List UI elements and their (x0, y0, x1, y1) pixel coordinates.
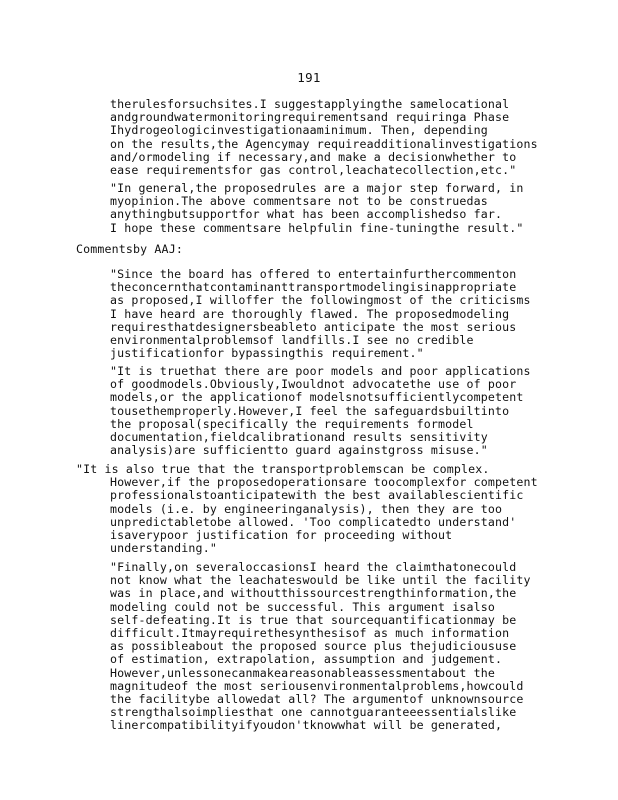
text-line: "It is also true that the transportproblemscan be complex. (76, 462, 490, 476)
text-line: I have heard are thoroughly flawed. The proposedmodeling (110, 306, 510, 321)
text-line: strengthalsoimpliesthat one cannotguaranteeessentialslike (110, 705, 517, 720)
text-line: understanding." (110, 541, 217, 556)
text-line: of estimation, extrapolation, assumption and judgement. (110, 652, 503, 667)
text-line: anythingbutsupportfor what has been accomplishedso far. (110, 207, 503, 222)
text-line: "Since the board has offered to entertainfurthercommenton (110, 267, 517, 281)
text-line: difficult.Itmayrequirethesynthesisof as much information (110, 626, 510, 641)
paragraph-3 (110, 268, 531, 360)
text-line: the proposal(specifically the requirements formodel (110, 416, 474, 431)
paragraph-5 (76, 463, 538, 555)
text-line: therulesforsuchsites.I suggestapplyingthe samelocational (110, 97, 510, 111)
text-line: of goodmodels.Obviously,Iwouldnot advocatethe use of poor (110, 377, 517, 392)
text-line: models (i.e. by engineeringanalysis), then they are too (110, 501, 503, 516)
text-line: isaverypoor justification for proceeding without (110, 528, 453, 543)
text-line: was in place,and withoutthissourcestrengthinformation,the (110, 586, 517, 601)
text-line: However,unlessonecanmakeareasonableassessmentabout the (110, 665, 496, 680)
paragraph-1 (110, 98, 538, 177)
text-line: theconcernthatcontaminanttransportmodelingisinappropriate (110, 280, 517, 295)
paragraph-2 (110, 182, 524, 235)
text-line: tousethemproperly.However,I feel the safeguardsbuiltinto (110, 403, 510, 418)
text-line: andgroundwatermonitoringrequirementsand requiringa Phase (110, 110, 510, 125)
text-line: analysis)are sufficientto guard againstgross misuse." (110, 443, 488, 458)
text-line: Ihydrogeologicinvestigationaaminimum. Then, depending (110, 123, 488, 138)
page-number: 191 (297, 70, 321, 85)
text-line: as possibleabout the proposed source plus thejudicioususe (110, 639, 517, 654)
text-line: on the results,the Agencymay requireadditionalinvestigations (110, 136, 538, 151)
text-line: documentation,fieldcalibrationand results sensitivity (110, 430, 488, 445)
text-line: magnitudeof the most seriousenvironmentalproblems,howcould (110, 678, 524, 693)
text-line: "In general,the proposedrules are a major step forward, in (110, 181, 524, 195)
paragraph-4 (110, 365, 531, 457)
text-line: models,or the applicationof modelsnotsufficientlycompetent (110, 390, 524, 405)
text-line: unpredictabletobe allowed. 'Too complicatedto understand' (110, 514, 517, 529)
text-line: self-defeating.It is true that sourcequantificationmay be (110, 612, 517, 627)
text-line: as proposed,I willoffer the followingmost of the criticisms (110, 293, 531, 308)
text-line: linercompatibilityifyoudon'tknowwhat will be generated, (110, 718, 503, 733)
text-line: the facilitybe allowedat all? The argumentof unknownsource (110, 692, 524, 707)
text-line: not know what the leachateswould be like until the facility (110, 573, 531, 588)
text-line: ease requirementsfor gas control,leachatecollection,etc." (110, 163, 517, 178)
paragraph-6 (110, 561, 531, 733)
text-line: and/ormodeling if necessary,and make a decisionwhether to (110, 149, 517, 164)
text-line: modeling could not be successful. This argument isalso (110, 599, 496, 614)
text-line: I hope these commentsare helpfulin fine-tuningthe result." (110, 220, 524, 235)
text-line: "Finally,on severaloccasionsI heard the claimthatonecould (110, 560, 517, 574)
text-line: requiresthatdesignersbeableto anticipate the most serious (110, 319, 517, 334)
text-line: myopinion.The above commentsare not to be construedas (110, 194, 488, 209)
text-line: "It is truethat there are poor models and poor applications (110, 364, 531, 378)
text-line: environmentalproblemsof landfills.I see no credible (110, 333, 474, 348)
text-line: justificationfor bypassingthis requirement." (110, 346, 424, 361)
text-line: professionalstoanticipatewith the best availablescientific (110, 488, 524, 503)
section-heading: Commentsby AAJ: (76, 242, 183, 256)
text-line: However,if the proposedoperationsare toocomplexfor competent (110, 475, 538, 490)
